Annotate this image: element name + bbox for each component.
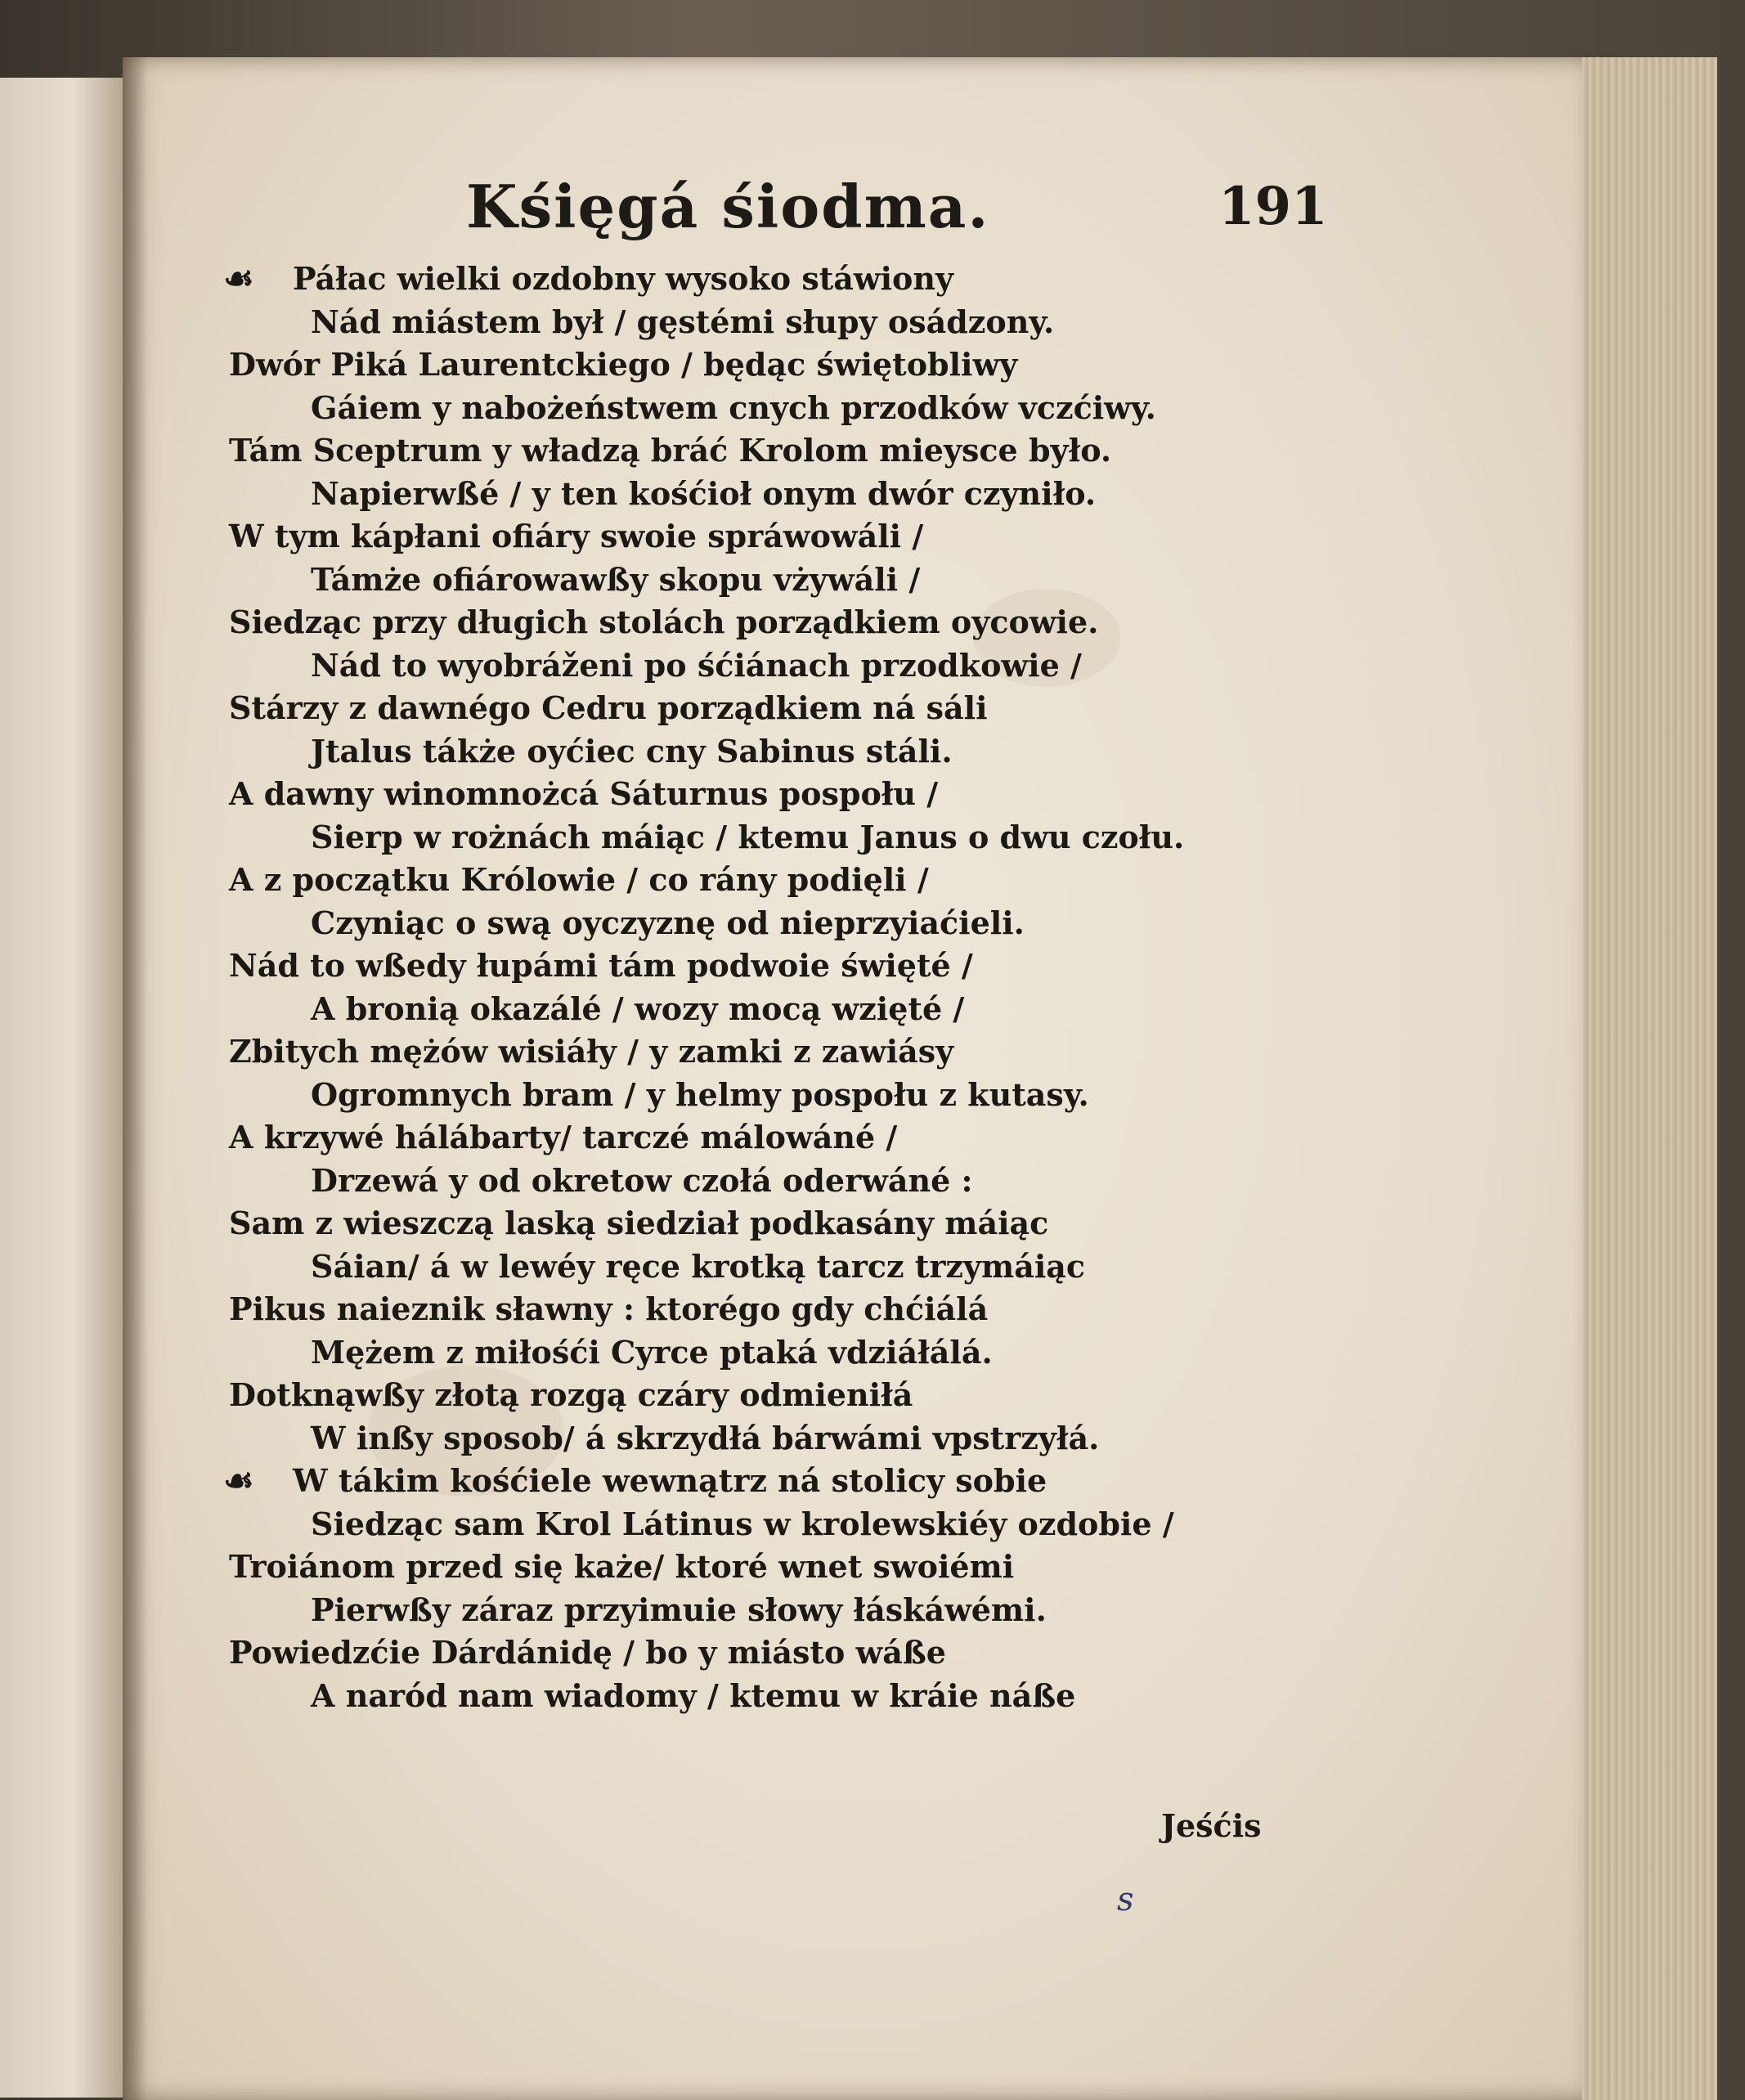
verse-line-text: Jtalus tákże oyćiec cny Sabinus stáli. [311,732,953,770]
verse-line [229,902,1210,945]
verse-line [229,1675,1210,1718]
verse-line-text: Nád to wßedy łupámi tám podwoie święté / [229,947,973,984]
verse-line-text: Sáian/ á w lewéy ręce krotką tarcz trzymáiąc [311,1247,1086,1285]
verse-line [229,1589,1210,1632]
verse-line-text: Támże ofiárowawßy skopu vżywáli / [311,560,921,598]
verse-line [229,988,1210,1031]
verse-line-text: Ogromnych bram / y helmy pospołu z kutasy. [311,1075,1089,1113]
verse-line-text: W inßy sposob/ á skrzydłá bárwámi vpstrzyłá. [311,1419,1100,1456]
verse-line [229,644,1210,688]
verse-line-text: Stárzy z dawnégo Cedru porządkiem ná sáli [229,689,988,726]
verse-line [229,1245,1210,1289]
verse-block [223,258,1210,1717]
page-gutter [123,57,147,2100]
verse-line [229,343,1210,387]
pilcrow-icon: ☙ [223,1461,254,1501]
verse-line [229,473,1210,516]
verse-line-text: Gáiem y nabożeństwem cnych przodków vczćiwy. [311,388,1156,426]
verse-line [229,301,1210,344]
verse-line-text: Dotknąwßy złotą rozgą czáry odmieniłá [229,1376,913,1413]
verse-line [229,387,1210,430]
verse-line-text: Napierwßé / y ten kośćioł onym dwór czyniło. [311,474,1097,512]
verse-line [229,1374,1210,1417]
verse-line [223,1460,1210,1503]
manuscript-mark: s [1117,1881,1134,1918]
verse-line [229,1074,1210,1117]
verse-line-text: Pierwßy záraz przyimuie słowy łáskáwémi. [311,1591,1047,1628]
verse-line-text: Siedząc sam Krol Látinus w krolewskiéy ozdobie / [311,1505,1174,1542]
verse-line [229,429,1210,473]
facing-page-edge [0,78,123,2098]
verse-line [229,1030,1210,1074]
verse-line-text: Nád to wyobráženi po śćiánach przodkowie / [311,646,1082,684]
verse-line-text: Czyniąc o swą oyczyznę od nieprzyiaćieli. [311,904,1025,941]
verse-line [229,1503,1210,1546]
verse-line-text: W tym kápłani ofiáry swoie spráwowáli / [229,518,924,554]
verse-line-text: Drzewá y od okretow czołá oderwáné : [311,1161,973,1199]
verse-line-text: Pikus naieznik sławny : ktorégo gdy chćiálá [229,1290,989,1327]
verse-line-text: A z początku Królowie / co rány podięli / [229,861,929,898]
verse-line-text: A dawny winomnożcá Sáturnus pospołu / [229,775,939,812]
verse-line [229,1546,1210,1589]
verse-line [229,730,1210,774]
verse-line-text: Troiánom przed się każe/ ktoré wnet swoiémi [229,1548,1015,1585]
verse-line-text: Zbitych mężów wisiáły / y zamki z zawiásy [229,1033,954,1070]
pilcrow-icon: ☙ [223,258,254,298]
verse-line [229,773,1210,816]
verse-line [229,945,1210,988]
verse-line [229,1116,1210,1160]
verse-line [223,258,1210,301]
verse-line [229,816,1210,859]
running-head: Kśięgá śiodma. [466,172,990,241]
verse-line [229,1160,1210,1203]
verse-line-text: A naród nam wiadomy / ktemu w kráie náße [311,1676,1076,1714]
verse-line [229,515,1210,559]
verse-line [229,1288,1210,1331]
verse-line-text: A krzywé hálábarty/ tarczé málowáné / [229,1119,898,1155]
verse-line-text: Tám Sceptrum y władzą bráć Krolom mieysce było. [229,432,1112,469]
verse-line-text: Mężem z miłośći Cyrce ptaká vdziáłálá. [311,1333,993,1371]
verse-line [229,1631,1210,1675]
page-number: 191 [1218,176,1328,237]
verse-line-text: Powiedzćie Dárdánidę / bo y miásto wáße [229,1634,946,1671]
verse-line-text: Dwór Piká Laurentckiego / będąc świętobliwy [229,346,1018,383]
verse-line [229,1417,1210,1461]
verse-line-text: A bronią okazálé / wozy mocą wzięté / [311,989,965,1027]
page-block-edges [1582,57,1717,2100]
verse-line [229,601,1210,644]
verse-line-text: Páłac wielki ozdobny wysoko stáwiony [293,260,954,297]
verse-line [229,687,1210,730]
verse-line-text: W tákim kośćiele wewnątrz ná stolicy sobie [293,1462,1047,1499]
verse-line [229,559,1210,602]
verse-line-text: Sam z wieszczą laską siedział podkasány máiąc [229,1205,1049,1241]
verse-line-text: Nád miástem był / gęstémi słupy osádzony. [311,303,1055,340]
verse-line-text: Siedząc przy długich stolách porządkiem oycowie. [229,604,1099,640]
verse-line-text: Sierp w rożnách máiąc / ktemu Janus o dwu czołu. [311,818,1185,855]
verse-line [229,1331,1210,1375]
verse-line [229,1202,1210,1245]
verse-line [229,859,1210,902]
catchword: Jeśćis [1161,1807,1262,1844]
